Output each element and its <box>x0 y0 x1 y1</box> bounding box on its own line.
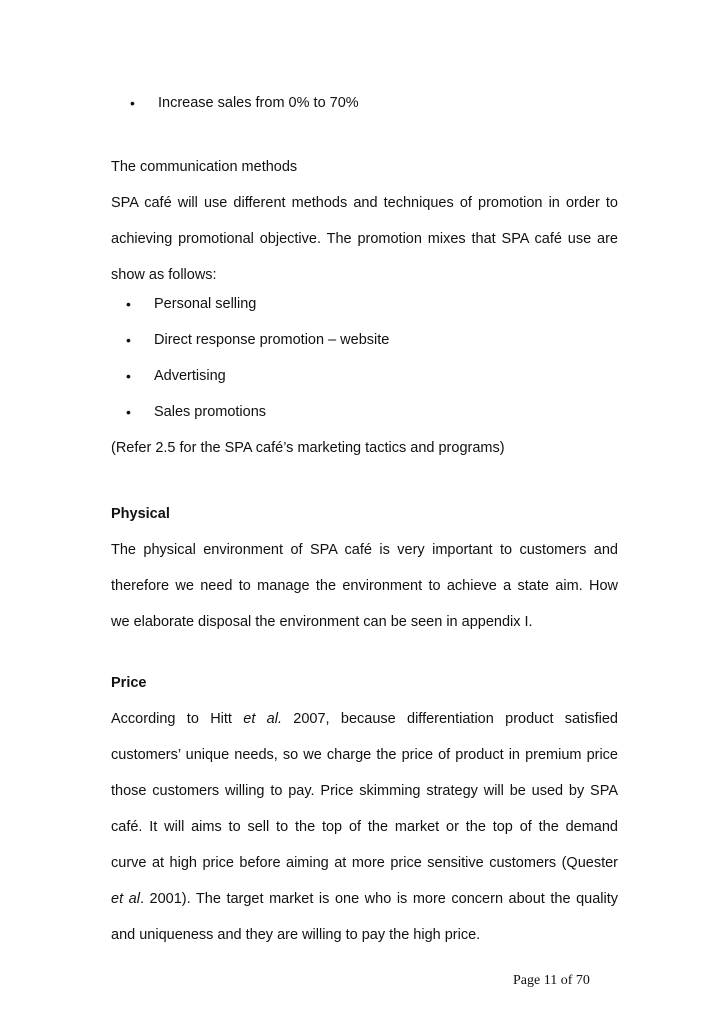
price-line-3: those customers willing to pay. Price skimming strategy will be used by SPA <box>111 783 618 799</box>
price-line-1-citation: et al. <box>243 711 282 727</box>
price-line-1 <box>111 709 618 729</box>
physical-line-3: we elaborate disposal the environment can be seen in appendix I. <box>111 614 533 630</box>
page-number: Page 11 of 70 <box>513 973 590 988</box>
physical-heading: Physical <box>111 506 170 522</box>
price-line-2: customers’ unique needs, so we charge the price of product in premium price <box>111 747 618 763</box>
price-line-1-end: 2007, because differentiation product satisfied <box>281 711 618 727</box>
bullet-icon: • <box>126 332 131 348</box>
price-heading: Price <box>111 675 147 691</box>
bullet-text: Direct response promotion – website <box>154 332 390 348</box>
physical-line-1: The physical environment of SPA café is very important to customers and <box>111 542 618 558</box>
bullet-icon: • <box>126 296 131 312</box>
communication-title: The communication methods <box>111 159 298 175</box>
price-line-6-end: . 2001). The target market is one who is more concern about the quality <box>139 891 618 907</box>
bullet-text: Personal selling <box>154 296 257 312</box>
price-line-6 <box>111 889 618 909</box>
physical-line-2: therefore we need to manage the environment to achieve a state aim. How <box>111 578 618 594</box>
bullet-text: Increase sales from 0% to 70% <box>158 95 359 111</box>
communication-intro-line-3: show as follows: <box>111 267 217 283</box>
bullet-text: Sales promotions <box>154 404 267 420</box>
bullet-icon: • <box>126 368 131 384</box>
price-line-1-start: According to Hitt <box>111 711 244 727</box>
communication-note: (Refer 2.5 for the SPA café’s marketing tactics and programs) <box>111 440 505 456</box>
price-line-6-citation: et al <box>111 891 140 907</box>
bullet-icon: • <box>126 404 131 420</box>
communication-intro-line-2: achieving promotional objective. The promotion mixes that SPA café use are <box>111 231 618 247</box>
communication-intro-line-1: SPA café will use different methods and techniques of promotion in order to <box>111 195 618 211</box>
price-line-5: curve at high price before aiming at more price sensitive customers (Quester <box>111 855 618 871</box>
bullet-icon: • <box>130 95 135 111</box>
bullet-text: Advertising <box>154 368 226 384</box>
price-line-4: café. It will aims to sell to the top of the market or the top of the demand <box>111 819 618 835</box>
price-line-7: and uniqueness and they are willing to pay the high price. <box>111 927 481 943</box>
